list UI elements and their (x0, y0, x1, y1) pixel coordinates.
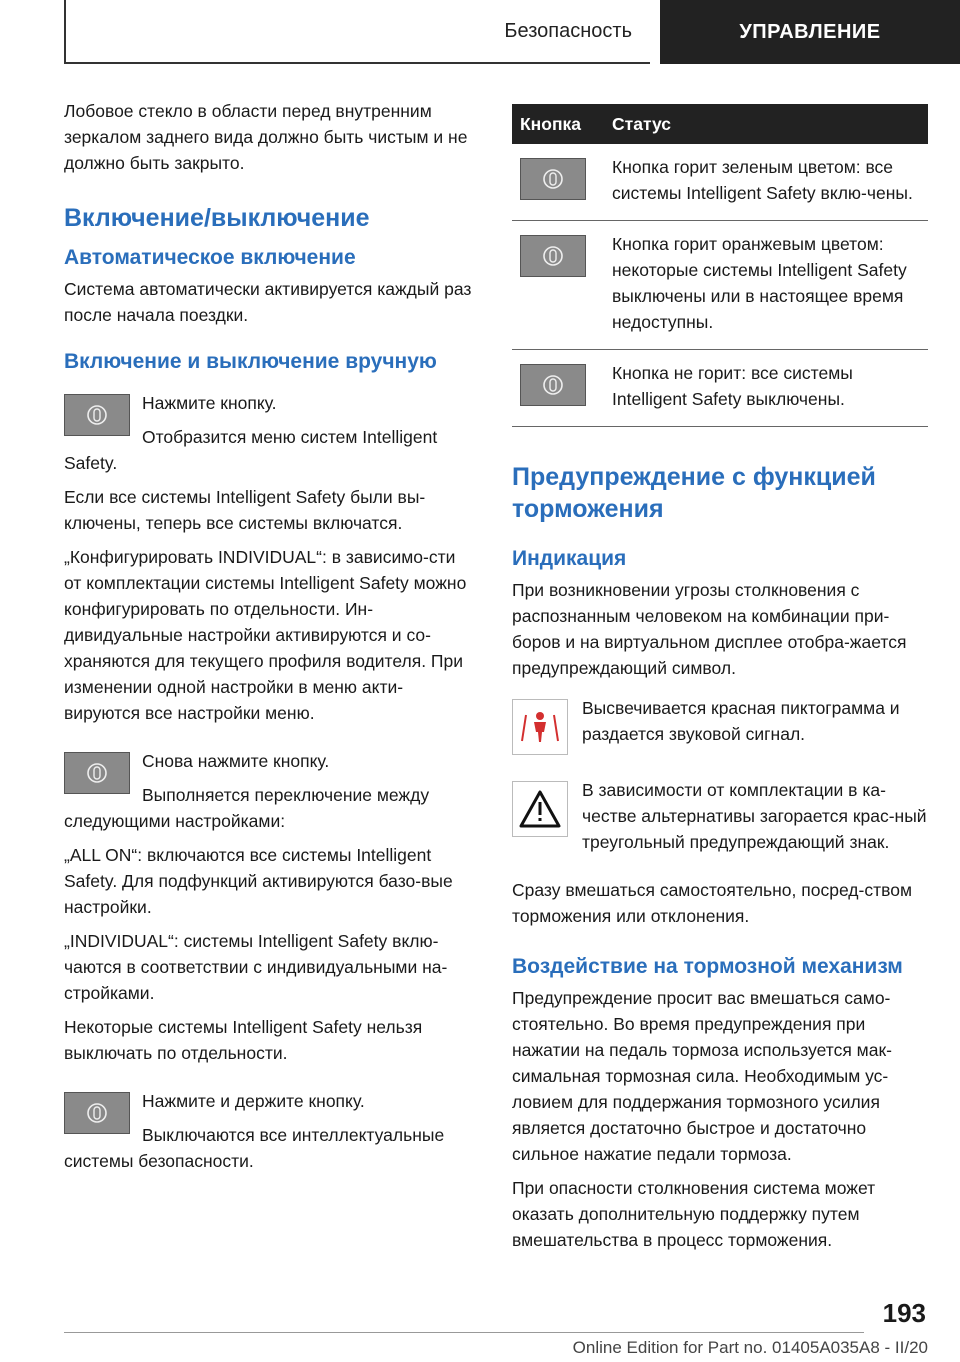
table-header-row (512, 104, 928, 144)
step-press-button (64, 390, 476, 484)
header-underline (64, 62, 650, 64)
table-cell-icon (512, 221, 604, 350)
triangle-block (512, 777, 928, 863)
step-press-again (64, 748, 476, 842)
red-pictogram-block (512, 695, 928, 759)
all-on-mode-paragraph: „ALL ON“: включаются все системы Intelligent Safety. Для подфункций активируются базо-вые настройки. (64, 845, 453, 917)
intelligent-safety-button-icon (520, 235, 586, 277)
section-title: Безопасность (504, 19, 632, 42)
intelligent-safety-button-icon (64, 752, 130, 794)
step3-result: Выключаются все интеллектуальные системы безопасности. (64, 1125, 445, 1171)
table-row (512, 144, 928, 221)
table-cell-icon (512, 350, 604, 427)
auto-paragraph: Система автоматически активируется каждый раз после начала поездки. (64, 279, 472, 325)
step3-text: Нажмите и держите кнопку. (142, 1091, 365, 1111)
step2-text: Снова нажмите кнопку. (142, 751, 330, 771)
heading-warning-braking: Предупреждение с функцией торможения (512, 463, 876, 523)
right-column (512, 104, 928, 1261)
table-cell-status: Кнопка горит оранжевым цветом: некоторые системы Intelligent Safety выключены или в настоящее время недоступны. (604, 221, 928, 350)
footer-divider (64, 1332, 864, 1333)
brake-paragraph: Предупреждение просит вас вмешаться само-стоятельно. Во время предупреждения при нажатии на педаль тормоза используется мак-симальная тормозная сила. Необходимым ус-ловием для поддержания тормозного усилия является достаточно быстрое и достаточно сильное нажатие педали тормоза. (512, 988, 892, 1164)
chapter-title: УПРАВЛЕНИЕ (660, 0, 960, 64)
individual-mode-paragraph: „INDIVIDUAL“: системы Intelligent Safety вклю-чаются в соответствии с индивидуальными на-стройками. (64, 931, 448, 1003)
step1-text: Нажмите кнопку. (142, 393, 277, 413)
heading-auto-on: Автоматическое включение (64, 246, 356, 269)
table-cell-icon (512, 144, 604, 221)
left-column (64, 98, 476, 1182)
button-status-table (512, 104, 928, 427)
intelligent-safety-button-icon (520, 364, 586, 406)
table-row (512, 221, 928, 350)
warning-triangle-icon (512, 781, 568, 837)
individual-paragraph: „Конфигурировать INDIVIDUAL“: в зависимо-сти от комплектации системы Intelligent Safety можно конфигурировать по отдельности. Ин-дивидуальные настройки активируются и со-храняются для текущего профиля водителя. При изменении одной настройки в меню акти-вируются все настройки меню. (64, 547, 467, 723)
step2-result: Выполняется переключение между следующими настройками: (64, 785, 430, 831)
heading-indication: Индикация (512, 547, 627, 570)
table-row (512, 350, 928, 427)
intelligent-safety-button-icon (64, 1092, 130, 1134)
heading-manual: Включение и выключение вручную (64, 350, 437, 373)
intro-paragraph: Лобовое стекло в области перед внутренним зеркалом заднего вида должно быть чистым и не должно быть закрыто. (64, 101, 468, 173)
table-cell-status: Кнопка не горит: все системы Intelligent Safety выключены. (604, 350, 928, 427)
all-on-paragraph: Если все системы Intelligent Safety были вы-ключены, теперь все системы включатся. (64, 487, 426, 533)
table-cell-status: Кнопка горит зеленым цветом: все системы Intelligent Safety вклю-чены. (604, 144, 928, 221)
extra-paragraph: При опасности столкновения система может оказать дополнительную поддержку путем вмешательства в процесс торможения. (512, 1178, 876, 1250)
heading-on-off: Включение/выключение (64, 204, 370, 232)
page-number: 193 (882, 1298, 926, 1328)
footer-edition: Online Edition for Part no. 01405A035A8 - II/20 (572, 1338, 928, 1357)
person-warning-icon (512, 699, 568, 755)
triangle-text: В зависимости от комплектации в ка-честве альтернативы загорается крас-ный треугольный предупреждающий знак. (582, 780, 927, 852)
red-pictogram-text: Высвечивается красная пиктограмма и раздается звуковой сигнал. (582, 698, 900, 744)
intelligent-safety-button-icon (64, 394, 130, 436)
cannot-disable-paragraph: Некоторые системы Intelligent Safety нельзя выключать по отдельности. (64, 1017, 423, 1063)
intervene-paragraph: Сразу вмешаться самостоятельно, посред-ством торможения или отклонения. (512, 880, 912, 926)
table-header-button: Кнопка (512, 104, 604, 144)
step-hold-button (64, 1088, 476, 1182)
intelligent-safety-button-icon (520, 158, 586, 200)
heading-brake-action: Воздействие на тормозной механизм (512, 955, 903, 978)
step1-result: Отобразится меню систем Intelligent Safety. (64, 427, 438, 473)
indication-paragraph: При возникновении угрозы столкновения с распознанным человеком на комбинации при-боров и на виртуальном дисплее отобра-жается предупреждающий символ. (512, 580, 907, 678)
table-header-status: Статус (604, 104, 928, 144)
